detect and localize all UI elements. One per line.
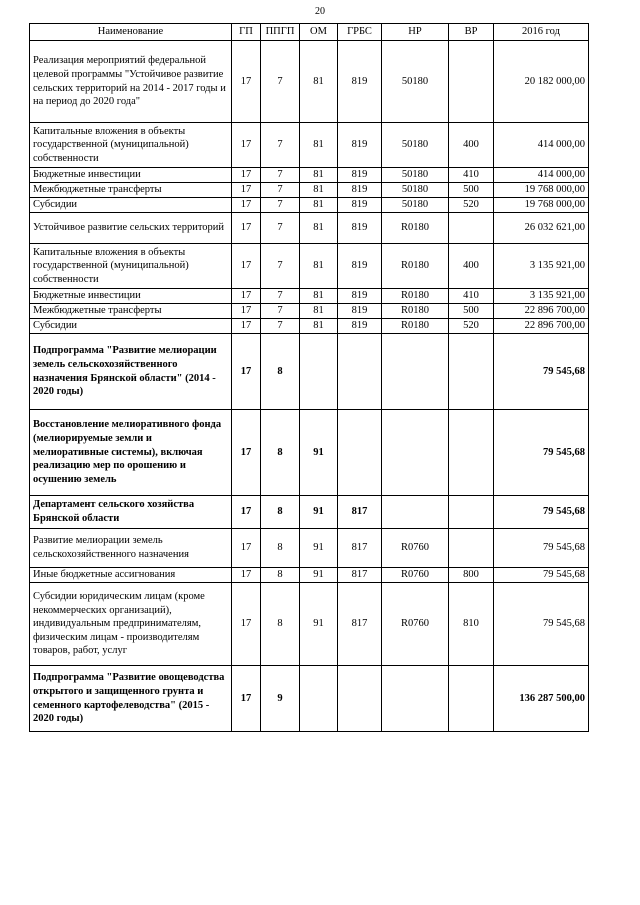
cell-vr xyxy=(449,334,494,410)
table-row xyxy=(30,319,589,334)
cell-ppgp: 7 xyxy=(261,198,300,213)
table-row xyxy=(30,198,589,213)
cell-amount: 79 545,68 xyxy=(494,568,589,583)
cell-vr: 800 xyxy=(449,568,494,583)
cell-grbs: 819 xyxy=(338,123,382,168)
cell-name: Устойчивое развитие сельских территорий xyxy=(30,213,232,244)
header-ppgp: ППГП xyxy=(261,24,300,41)
cell-ppgp: 7 xyxy=(261,183,300,198)
cell-name: Восстановление мелиоративного фонда (мелиорируемые земли и мелиоративные системы), включая реализацию мер по орошению и осушению земель xyxy=(30,410,232,496)
cell-grbs: 817 xyxy=(338,529,382,568)
cell-vr xyxy=(449,529,494,568)
cell-vr: 500 xyxy=(449,304,494,319)
page-number: 20 xyxy=(315,6,325,17)
cell-vr xyxy=(449,213,494,244)
cell-grbs: 817 xyxy=(338,568,382,583)
cell-om: 81 xyxy=(300,213,338,244)
table-row xyxy=(30,583,589,666)
cell-gp: 17 xyxy=(232,496,261,529)
cell-nr: R0180 xyxy=(382,289,449,304)
cell-gp: 17 xyxy=(232,244,261,289)
cell-gp: 17 xyxy=(232,123,261,168)
cell-gp: 17 xyxy=(232,583,261,666)
table-row xyxy=(30,168,589,183)
cell-om xyxy=(300,666,338,732)
header-grbs: ГРБС xyxy=(338,24,382,41)
cell-om: 81 xyxy=(300,289,338,304)
cell-nr xyxy=(382,334,449,410)
header-vr: ВР xyxy=(449,24,494,41)
cell-amount: 79 545,68 xyxy=(494,583,589,666)
cell-gp: 17 xyxy=(232,198,261,213)
table-row xyxy=(30,183,589,198)
cell-om: 81 xyxy=(300,41,338,123)
cell-amount: 414 000,00 xyxy=(494,168,589,183)
table-row xyxy=(30,568,589,583)
cell-name: Межбюджетные трансферты xyxy=(30,304,232,319)
table-row xyxy=(30,529,589,568)
cell-vr xyxy=(449,41,494,123)
cell-amount: 79 545,68 xyxy=(494,496,589,529)
cell-name: Иные бюджетные ассигнования xyxy=(30,568,232,583)
cell-vr: 400 xyxy=(449,244,494,289)
cell-om: 91 xyxy=(300,496,338,529)
cell-name: Субсидии xyxy=(30,319,232,334)
table-row xyxy=(30,496,589,529)
budget-table xyxy=(29,23,589,732)
cell-name: Бюджетные инвестиции xyxy=(30,289,232,304)
cell-om: 81 xyxy=(300,319,338,334)
cell-vr xyxy=(449,496,494,529)
header-row xyxy=(30,24,589,41)
header-om: ОМ xyxy=(300,24,338,41)
cell-ppgp: 7 xyxy=(261,123,300,168)
table-row xyxy=(30,334,589,410)
cell-nr: 50180 xyxy=(382,198,449,213)
cell-amount: 79 545,68 xyxy=(494,334,589,410)
cell-vr: 520 xyxy=(449,198,494,213)
cell-gp: 17 xyxy=(232,334,261,410)
cell-grbs xyxy=(338,410,382,496)
cell-ppgp: 8 xyxy=(261,334,300,410)
cell-grbs: 819 xyxy=(338,183,382,198)
table-row xyxy=(30,213,589,244)
cell-vr: 500 xyxy=(449,183,494,198)
cell-amount: 19 768 000,00 xyxy=(494,183,589,198)
cell-amount: 3 135 921,00 xyxy=(494,244,589,289)
cell-om: 81 xyxy=(300,304,338,319)
cell-ppgp: 9 xyxy=(261,666,300,732)
cell-grbs: 819 xyxy=(338,168,382,183)
table-row xyxy=(30,304,589,319)
cell-nr: R0760 xyxy=(382,568,449,583)
cell-ppgp: 8 xyxy=(261,583,300,666)
cell-amount: 22 896 700,00 xyxy=(494,304,589,319)
cell-name: Бюджетные инвестиции xyxy=(30,168,232,183)
cell-nr: 50180 xyxy=(382,168,449,183)
cell-gp: 17 xyxy=(232,568,261,583)
cell-amount: 414 000,00 xyxy=(494,123,589,168)
cell-om: 81 xyxy=(300,168,338,183)
cell-om: 81 xyxy=(300,123,338,168)
cell-amount: 26 032 621,00 xyxy=(494,213,589,244)
header-nr: НР xyxy=(382,24,449,41)
cell-vr: 810 xyxy=(449,583,494,666)
cell-grbs xyxy=(338,334,382,410)
cell-amount: 136 287 500,00 xyxy=(494,666,589,732)
cell-ppgp: 8 xyxy=(261,410,300,496)
cell-nr: 50180 xyxy=(382,41,449,123)
cell-om: 91 xyxy=(300,583,338,666)
cell-om: 91 xyxy=(300,568,338,583)
cell-nr: R0180 xyxy=(382,304,449,319)
cell-gp: 17 xyxy=(232,168,261,183)
cell-om: 91 xyxy=(300,529,338,568)
cell-ppgp: 7 xyxy=(261,289,300,304)
cell-nr: R0180 xyxy=(382,244,449,289)
cell-ppgp: 8 xyxy=(261,496,300,529)
cell-gp: 17 xyxy=(232,529,261,568)
cell-nr: R0760 xyxy=(382,583,449,666)
cell-name: Развитие мелиорации земель сельскохозяйственного назначения xyxy=(30,529,232,568)
cell-name: Подпрограмма "Развитие овощеводства открытого и защищенного грунта и семенного картофелеводства" (2015 - 2020 годы) xyxy=(30,666,232,732)
table-row xyxy=(30,244,589,289)
table-row xyxy=(30,410,589,496)
header-gp: ГП xyxy=(232,24,261,41)
cell-vr: 400 xyxy=(449,123,494,168)
cell-amount: 3 135 921,00 xyxy=(494,289,589,304)
cell-amount: 79 545,68 xyxy=(494,529,589,568)
cell-ppgp: 7 xyxy=(261,319,300,334)
cell-nr: 50180 xyxy=(382,123,449,168)
cell-name: Подпрограмма "Развитие мелиорации земель сельскохозяйственного назначения Брянской области" (2014 - 2020 годы) xyxy=(30,334,232,410)
cell-nr: R0180 xyxy=(382,319,449,334)
cell-grbs: 819 xyxy=(338,198,382,213)
cell-gp: 17 xyxy=(232,319,261,334)
cell-grbs: 817 xyxy=(338,496,382,529)
cell-om: 81 xyxy=(300,244,338,289)
cell-nr xyxy=(382,410,449,496)
cell-ppgp: 7 xyxy=(261,304,300,319)
cell-name: Капитальные вложения в объекты государственной (муниципальной) собственности xyxy=(30,244,232,289)
cell-vr: 410 xyxy=(449,289,494,304)
cell-amount: 22 896 700,00 xyxy=(494,319,589,334)
cell-grbs: 819 xyxy=(338,304,382,319)
header-name: Наименование xyxy=(30,24,232,41)
table-row xyxy=(30,666,589,732)
cell-gp: 17 xyxy=(232,183,261,198)
cell-grbs xyxy=(338,666,382,732)
cell-om: 81 xyxy=(300,183,338,198)
table-row xyxy=(30,41,589,123)
cell-amount: 79 545,68 xyxy=(494,410,589,496)
cell-vr xyxy=(449,410,494,496)
cell-gp: 17 xyxy=(232,410,261,496)
cell-gp: 17 xyxy=(232,304,261,319)
cell-vr: 410 xyxy=(449,168,494,183)
cell-name: Субсидии юридическим лицам (кроме некоммерческих организаций), индивидуальным предпринимателям, физическим лицам - производителям товаров, работ, услуг xyxy=(30,583,232,666)
cell-om xyxy=(300,334,338,410)
cell-grbs: 819 xyxy=(338,244,382,289)
cell-name: Реализация мероприятий федеральной целевой программы "Устойчивое развитие сельских территорий на 2014 - 2017 годы и на период до 2020 года" xyxy=(30,41,232,123)
cell-amount: 20 182 000,00 xyxy=(494,41,589,123)
cell-om: 81 xyxy=(300,198,338,213)
cell-gp: 17 xyxy=(232,213,261,244)
cell-nr xyxy=(382,496,449,529)
cell-grbs: 817 xyxy=(338,583,382,666)
cell-name: Департамент сельского хозяйства Брянской области xyxy=(30,496,232,529)
cell-vr: 520 xyxy=(449,319,494,334)
cell-vr xyxy=(449,666,494,732)
cell-grbs: 819 xyxy=(338,213,382,244)
header-amount: 2016 год xyxy=(494,24,589,41)
cell-gp: 17 xyxy=(232,41,261,123)
cell-nr xyxy=(382,666,449,732)
cell-grbs: 819 xyxy=(338,41,382,123)
cell-nr: R0180 xyxy=(382,213,449,244)
cell-grbs: 819 xyxy=(338,289,382,304)
cell-name: Капитальные вложения в объекты государственной (муниципальной) собственности xyxy=(30,123,232,168)
table-row xyxy=(30,289,589,304)
cell-amount: 19 768 000,00 xyxy=(494,198,589,213)
cell-grbs: 819 xyxy=(338,319,382,334)
cell-ppgp: 7 xyxy=(261,244,300,289)
cell-name: Субсидии xyxy=(30,198,232,213)
cell-gp: 17 xyxy=(232,289,261,304)
cell-ppgp: 7 xyxy=(261,168,300,183)
cell-om: 91 xyxy=(300,410,338,496)
table-row xyxy=(30,123,589,168)
cell-ppgp: 8 xyxy=(261,529,300,568)
cell-ppgp: 7 xyxy=(261,41,300,123)
cell-ppgp: 7 xyxy=(261,213,300,244)
cell-nr: 50180 xyxy=(382,183,449,198)
cell-gp: 17 xyxy=(232,666,261,732)
cell-ppgp: 8 xyxy=(261,568,300,583)
cell-name: Межбюджетные трансферты xyxy=(30,183,232,198)
cell-nr: R0760 xyxy=(382,529,449,568)
